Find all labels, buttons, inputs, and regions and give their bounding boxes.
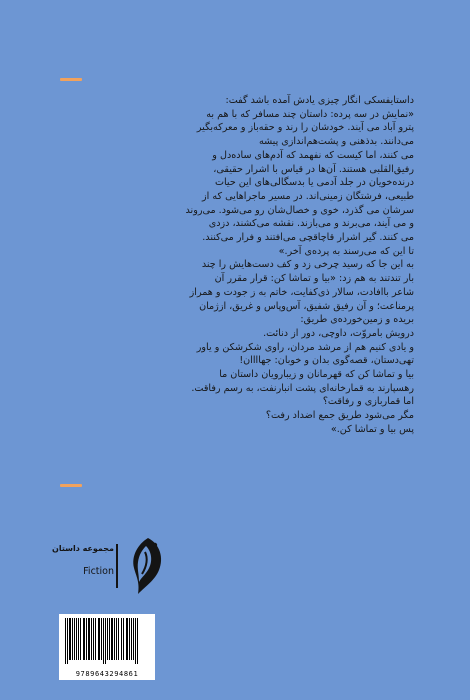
barcode-bar — [121, 618, 122, 660]
publisher-mark — [51, 536, 198, 606]
barcode-bar — [93, 618, 94, 660]
blurb-line: می‌دانند. بدذهنی و پشت‌هم‌اندازی پیشه — [258, 136, 414, 148]
barcode-bar — [67, 618, 68, 664]
blurb-line: طبیعی، فرشتگان زمینی‌اند. در مسیر ماجراهایی که از — [202, 190, 414, 202]
barcode-bar — [83, 618, 85, 660]
barcode-bar — [76, 618, 77, 660]
blurb-line: به این جا که رسید چرخی زد و کف دست‌هایش را چند — [201, 259, 414, 271]
barcode-bar — [86, 618, 87, 660]
barcode-bar — [95, 618, 96, 660]
blurb-line: و می آیند، می‌برند و می‌بازند. نقشه می‌کشند، دزدی — [208, 218, 414, 230]
blurb-line: مگر می‌شود طریق جمع اضداد رفت؟ — [265, 410, 414, 422]
barcode-bar — [65, 618, 66, 664]
blurb-line: بیا و تماشا کن که قهرمانان و زیبارویان داستان ما — [219, 369, 414, 381]
blurb-line: شاعر باافادت، سالار ذی‌کفایت، خاتم به ز جودت و همراز — [189, 286, 414, 298]
blurb-line: می کنند. گیر اشرار قاچاقچی می‌افتند و فرار می‌کنند. — [202, 232, 414, 244]
barcode-bar — [129, 618, 130, 660]
top-accent-bar — [60, 78, 82, 81]
blurb-line: «نمایش در سه پرده: داستان چند مسافر که با هم به — [206, 108, 414, 120]
blurb-text — [58, 94, 414, 437]
blurb-line: پس بیا و تماشا کن.» — [330, 423, 414, 435]
blurb-line: اما قماربازی و رفاقت؟ — [322, 396, 414, 408]
isbn-barcode — [59, 614, 155, 680]
barcode-bar — [114, 618, 115, 660]
blurb-line: داستایفسکی انگار چیزی یادش آمده باشد گفت: — [225, 95, 414, 106]
barcode-bar — [109, 618, 110, 660]
blurb-line: درنده‌خویان در جلد آدمی یا بدسگالی‌های این حیات — [214, 177, 414, 189]
barcode-bar — [69, 618, 71, 660]
barcode-bar — [103, 618, 104, 664]
barcode-bar — [98, 618, 100, 660]
barcode-bar — [126, 618, 128, 660]
barcode-bar — [137, 618, 138, 664]
barcode-bar — [72, 618, 73, 660]
barcode-bar — [101, 618, 102, 660]
barcode-bar — [105, 618, 106, 664]
blurb-line: رفیق‌القلبی هستند. آن‌ها در قیاس با اشرار حقیقی، — [213, 163, 414, 175]
bottom-accent-bar — [60, 484, 82, 487]
barcode-bar — [133, 618, 134, 660]
blurb-line: تهی‌دستان، قصه‌گوی بدان و خوبان: جهاااان! — [239, 355, 414, 367]
barcode-bar — [118, 618, 119, 660]
barcode-bar — [91, 618, 92, 660]
blurb-line: بار تندتند به هم زد: «بیا و تماشا کن: قرار مقرر آن — [214, 273, 414, 285]
blurb-line: پرمناعت؛ و آن رفیق شفیق، آس‌وپاس و غریق، ازژمان — [199, 300, 414, 312]
cheshmeh-leaf-logo-icon — [126, 536, 168, 598]
barcode-bars — [63, 618, 151, 666]
blurb-line: پترو آباد می آیند. خودشان را رند و حقه‌باز و معرکه‌بگیر — [196, 122, 414, 134]
series-divider — [116, 544, 118, 588]
barcode-bar — [107, 618, 108, 660]
barcode-bar — [88, 618, 90, 660]
blurb-line: رهسپارند به قمارخانه‌ای پشت انبارنفت، به رسم رفاقت. — [191, 382, 414, 394]
barcode-bar — [116, 618, 117, 660]
barcode-bar — [131, 618, 132, 660]
barcode-bar — [80, 618, 81, 660]
series-label-english: Fiction — [83, 566, 114, 577]
blurb-line: می کنند، اما کیست که نفهمد که آدم‌های ساده‌دل و — [212, 149, 414, 161]
blurb-line: بریده و زمین‌خورده‌ی طریق: — [300, 314, 414, 326]
barcode-bar — [74, 618, 75, 660]
series-label-persian: مجموعه داستان — [51, 544, 114, 553]
barcode-bar — [78, 618, 79, 660]
barcode-bar — [111, 618, 113, 660]
barcode-bar — [135, 618, 136, 664]
isbn-number: 9789643294861 — [75, 670, 139, 678]
blurb-line: درویش بامروّت، داوچی، دور از دنائت. — [263, 327, 414, 339]
blurb-line: و یادی کنیم هم از مرشد مردان، راوی شکرشکن و یاور — [196, 341, 414, 353]
blurb-line: سرشان می گذرد، خوی و خصال‌شان رو می‌شود. می‌روند — [185, 204, 414, 216]
barcode-bar — [123, 618, 124, 660]
blurb-line: تا این که می‌رسند به پرده‌ی آخر.» — [278, 245, 414, 257]
